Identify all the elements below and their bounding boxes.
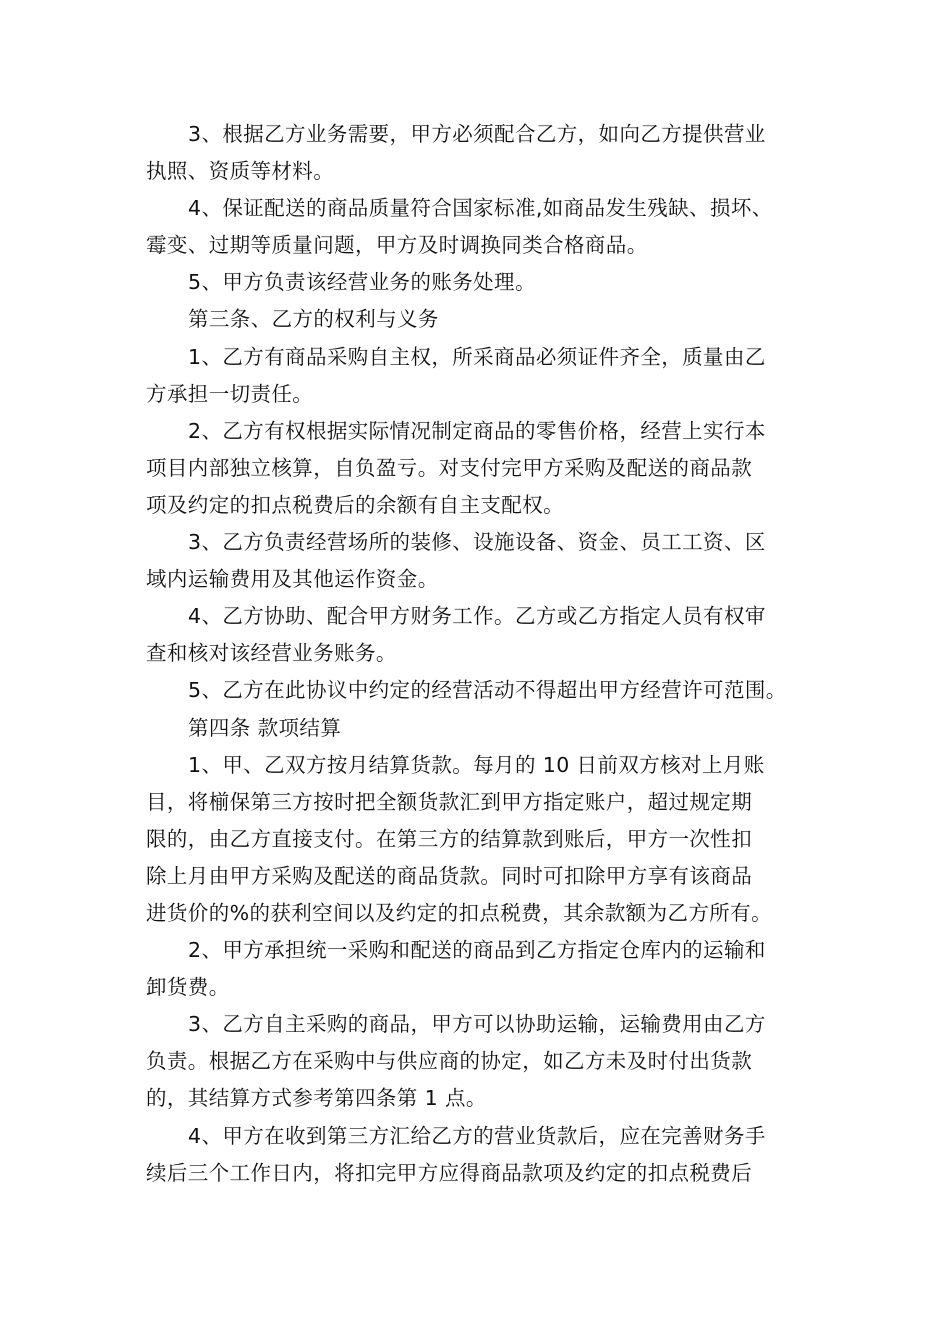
text-line: 卸货费。 (146, 975, 230, 1000)
text-line: 1、乙方有商品采购自主权，所采商品必须证件齐全，质量由乙 (188, 344, 766, 369)
text-line: 3、乙方负责经营场所的装修、设施设备、资金、员工工资、区 (188, 530, 766, 555)
text-line: 目，将椾保第三方按时把全额货款汇到甲方指定账户，超过规定期 (146, 789, 753, 814)
text-line: 4、乙方协助、配合甲方财务工作。乙方或乙方指定人员有权审 (188, 604, 766, 629)
text-line: 2、甲方承担统一采购和配送的商品到乙方指定仓库内的运输和 (188, 938, 766, 963)
document-body (146, 116, 811, 1192)
text-line: 项目内部独立核算，自负盈亏。对支付完甲方采购及配送的商品款 (146, 455, 753, 480)
text-line: 的，其结算方式参考第四条第 1 点。 (146, 1086, 487, 1111)
text-line: 执照、资质等材料。 (146, 159, 335, 184)
text-line: 项及约定的扣点税费后的余额有自主支配权。 (146, 492, 564, 517)
text-line: 负责。根据乙方在采购中与供应商的协定，如乙方未及时付出货款 (146, 1049, 753, 1074)
text-line: 4、保证配送的商品质量符合国家标准,如商品发生残缺、损坏、 (188, 196, 773, 221)
text-line: 5、乙方在此协议中约定的经营活动不得超出甲方经营许可范围。 (188, 678, 787, 703)
text-line: 1、甲、乙双方按月结算货款。每月的 10 日前双方核对上月账 (188, 752, 765, 777)
text-line: 除上月由甲方采购及配送的商品货款。同时可扣除甲方享有该商品 (146, 863, 753, 888)
text-line: 第三条、乙方的权利与义务 (188, 307, 439, 332)
text-line: 3、乙方自主采购的商品，甲方可以协助运输，运输费用由乙方 (188, 1012, 766, 1037)
text-line: 5、甲方负责该经营业务的账务处理。 (188, 270, 536, 295)
text-line: 限的，由乙方直接支付。在第三方的结算款到账后，甲方一次性扣 (146, 826, 753, 851)
text-line: 域内运输费用及其他运作资金。 (146, 567, 439, 592)
text-line: 3、根据乙方业务需要，甲方必须配合乙方，如向乙方提供营业 (188, 122, 766, 146)
text-line: 2、乙方有权根据实际情况制定商品的零售价格，经营上实行本 (188, 418, 766, 443)
text-line: 方承担一切责任。 (146, 381, 314, 406)
text-line: 续后三个工作日内，将扣完甲方应得商品款项及约定的扣点税费后 (146, 1160, 753, 1185)
text-line: 霉变、过期等质量问题，甲方及时调换同类合格商品。 (146, 233, 648, 258)
text-line: 第四条 款项结算 (188, 715, 342, 740)
text-line: 4、甲方在收到第三方汇给乙方的营业货款后，应在完善财务手 (188, 1123, 766, 1148)
text-line: 进货价的%的获利空间以及约定的扣点税费，其余款额为乙方所有。 (146, 900, 772, 925)
text-line: 查和核对该经营业务账务。 (146, 641, 397, 666)
